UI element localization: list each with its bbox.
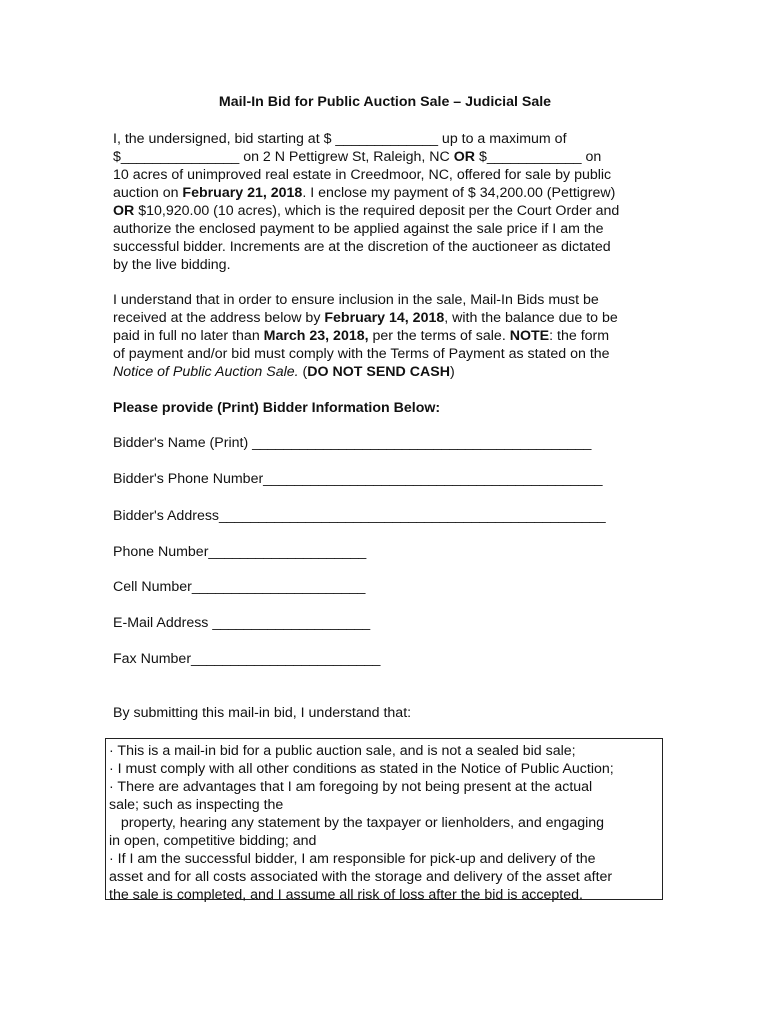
bidder-address-field[interactable]: Bidder's Address_________________________________________________ — [113, 508, 606, 524]
cell-number-field[interactable]: Cell Number______________________ — [113, 579, 366, 595]
deadline-line-2: received at the address below by February 14, 2018, with the balance due to be — [113, 310, 618, 326]
bid-line-7: successful bidder. Increments are at the discretion of the auctioneer as dictated — [113, 239, 611, 255]
bidder-phone-field[interactable]: Bidder's Phone Number___________________________________________ — [113, 471, 603, 487]
submit-intro: By submitting this mail-in bid, I understand that: — [113, 705, 412, 721]
email-address-field[interactable]: E-Mail Address ____________________ — [113, 615, 371, 631]
phone-number-field[interactable]: Phone Number____________________ — [113, 544, 367, 560]
deadline-paragraph — [113, 291, 658, 381]
terms-line-9: the sale is completed, and I assume all risk of loss after the bid is accepted. — [109, 887, 583, 903]
deadline-line-3: paid in full no later than March 23, 2018, per the terms of sale. NOTE: the form — [113, 328, 610, 344]
bidder-name-field[interactable]: Bidder's Name (Print) ___________________________________________ — [113, 435, 592, 451]
terms-box — [105, 738, 663, 903]
bid-paragraph — [113, 130, 658, 274]
deadline-line-1: I understand that in order to ensure inclusion in the sale, Mail-In Bids must be — [113, 292, 599, 308]
terms-line-3: · There are advantages that I am foregoing by not being present at the actual — [109, 779, 593, 795]
bid-line-5: OR $10,920.00 (10 acres), which is the required deposit per the Court Order and — [113, 203, 620, 219]
deadline-line-4: of payment and/or bid must comply with the Terms of Payment as stated on the — [113, 346, 610, 362]
terms-line-8: asset and for all costs associated with the storage and delivery of the asset after — [109, 869, 613, 885]
bidder-info-heading: Please provide (Print) Bidder Information Below: — [113, 400, 441, 416]
fax-number-field[interactable]: Fax Number________________________ — [113, 651, 381, 667]
terms-line-4: sale; such as inspecting the — [109, 797, 284, 813]
bid-line-8: by the live bidding. — [113, 257, 231, 273]
terms-line-5: property, hearing any statement by the taxpayer or lienholders, and engaging — [109, 815, 605, 831]
terms-line-7: · If I am the successful bidder, I am responsible for pick-up and delivery of the — [109, 851, 596, 867]
bid-line-3: 10 acres of unimproved real estate in Creedmoor, NC, offered for sale by public — [113, 167, 612, 183]
terms-line-2: · I must comply with all other conditions as stated in the Notice of Public Auction; — [109, 761, 614, 777]
bid-line-2: $_______________ on 2 N Pettigrew St, Raleigh, NC OR $____________ on — [113, 149, 602, 165]
bid-line-4: auction on February 21, 2018. I enclose my payment of $ 34,200.00 (Pettigrew) — [113, 185, 616, 201]
terms-line-6: in open, competitive bidding; and — [109, 833, 317, 849]
bid-line-6: authorize the enclosed payment to be applied against the sale price if I am the — [113, 221, 604, 237]
bid-line-1: I, the undersigned, bid starting at $ _____________ up to a maximum of — [113, 131, 567, 147]
terms-line-1: · This is a mail-in bid for a public auction sale, and is not a sealed bid sale; — [109, 743, 576, 759]
page-title: Mail-In Bid for Public Auction Sale – Judicial Sale — [218, 94, 552, 110]
deadline-line-5: Notice of Public Auction Sale. (DO NOT SEND CASH) — [113, 364, 455, 380]
